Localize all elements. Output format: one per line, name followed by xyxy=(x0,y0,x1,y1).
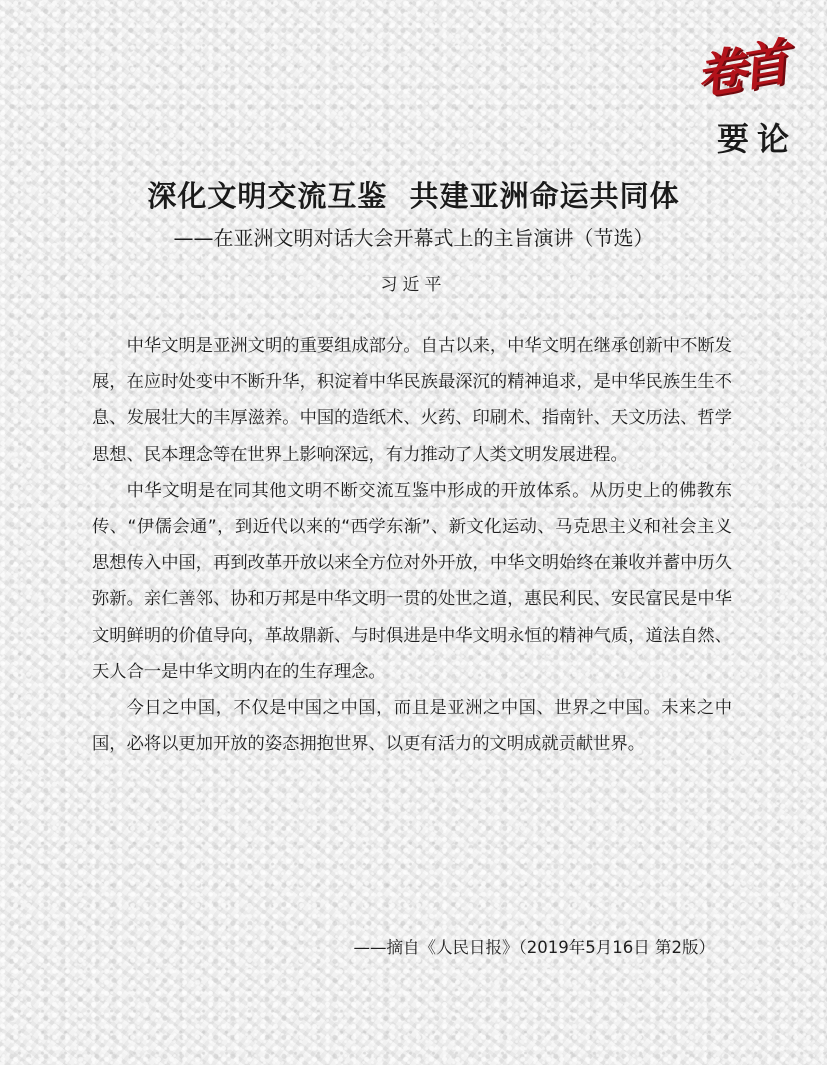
column-logo xyxy=(687,30,797,160)
article-author: 习近平 xyxy=(380,275,447,295)
article-subtitle: ——在亚洲文明对话大会开幕式上的主旨演讲（节选） xyxy=(173,226,654,250)
paragraph-2: 中华文明是在同其他文明不断交流互鉴中形成的开放体系。从历史上的佛教东传、“伊儒会通”，到近代以来的“西学东渐”、新文化运动、马克思主义和社会主义思想传入中国，再到改革开放以来全方位对外开放，中华文明始终在兼收并蓄中历久弥新。亲仁善邻、协和万邦是中华文明一贯的处世之道，惠民利民、安民富民是中华文明鲜明的价值导向，革故鼎新、与时俱进是中华文明永恒的精神气质，道法自然、天人合一是中华文明内在的生存理念。 xyxy=(92,480,732,682)
article-title: 深化文明交流互鉴 共建亚洲命运共同体 xyxy=(147,179,680,213)
column-logo-juanshou: 卷首 xyxy=(691,32,789,107)
article-source: ——摘自《人民日报》（2019年5月16日 第2版） xyxy=(353,938,715,957)
article-body xyxy=(92,328,732,762)
paragraph-1: 中华文明是亚洲文明的重要组成部分。自古以来，中华文明在继承创新中不断发展，在应时处变中不断升华，积淀着中华民族最深沉的精神追求，是中华民族生生不息、发展壮大的丰厚滋养。中国的造纸术、火药、印刷术、指南针、天文历法、哲学思想、民本理念等在世界上影响深远，有力推动了人类文明发展进程。 xyxy=(92,336,732,465)
column-logo-yaolun: 要论 xyxy=(716,120,797,158)
paragraph-3: 今日之中国，不仅是中国之中国，而且是亚洲之中国、世界之中国。未来之中国，必将以更加开放的姿态拥抱世界、以更有活力的文明成就贡献世界。 xyxy=(92,698,732,755)
